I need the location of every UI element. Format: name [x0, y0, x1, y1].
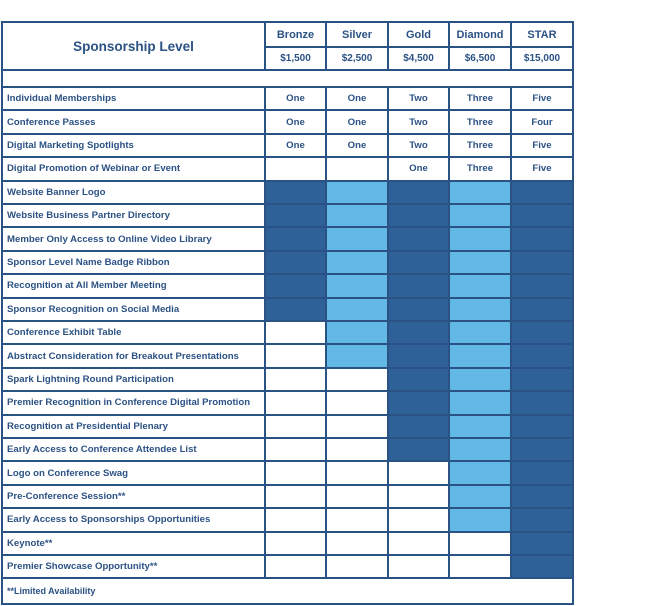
grid-line [2, 180, 573, 182]
benefit-fill-gold [389, 322, 449, 344]
grid-line [2, 390, 573, 392]
value-cell-star: Four [531, 116, 553, 128]
grid-line [448, 22, 450, 70]
value-cell-silver: One [347, 139, 367, 151]
benefit-fill-silver [327, 275, 388, 297]
value-cell-star: Five [532, 163, 552, 175]
benefit-fill-gold [389, 275, 449, 297]
row-label: Abstract Consideration for Breakout Presentations [7, 350, 239, 362]
benefit-fill-star [512, 509, 573, 531]
grid-line [2, 367, 573, 369]
grid-line [264, 87, 266, 578]
benefit-fill-star [512, 533, 573, 555]
row-label: Sponsor Recognition on Social Media [7, 303, 180, 315]
benefit-fill-diamond [450, 462, 511, 484]
benefit-fill-gold [389, 416, 449, 438]
tier-price-gold: $4,500 [403, 53, 434, 64]
benefit-fill-diamond [450, 416, 511, 438]
grid-line [325, 22, 327, 70]
benefit-fill-star [512, 345, 573, 367]
grid-line [2, 531, 573, 533]
grid-line [325, 87, 327, 578]
row-label: Member Only Access to Online Video Library [7, 233, 212, 245]
benefit-fill-diamond [450, 486, 511, 508]
benefit-fill-silver [327, 182, 388, 204]
benefit-fill-silver [327, 252, 388, 274]
benefit-fill-bronze [266, 252, 326, 274]
grid-line [2, 86, 573, 88]
row-label: Digital Promotion of Webinar or Event [7, 163, 181, 175]
grid-line [510, 22, 512, 70]
benefit-fill-diamond [450, 345, 511, 367]
benefit-fill-gold [389, 439, 449, 461]
benefit-fill-diamond [450, 369, 511, 391]
tier-name-star: STAR [527, 28, 557, 41]
value-cell-bronze: One [286, 139, 305, 151]
benefit-fill-star [512, 556, 573, 578]
benefit-fill-diamond [450, 182, 511, 204]
value-cell-star: Five [532, 139, 552, 151]
tier-price-silver: $2,500 [341, 53, 373, 64]
value-cell-diamond: Three [466, 116, 494, 128]
grid-line [510, 87, 512, 578]
grid-line [2, 226, 573, 228]
value-cell-bronze: One [286, 116, 305, 128]
benefit-fill-silver [327, 322, 388, 344]
value-cell-silver: One [347, 93, 367, 105]
row-label: Digital Marketing Spotlights [7, 139, 134, 151]
grid-line [2, 133, 573, 135]
grid-line [2, 109, 573, 111]
value-cell-gold: Two [409, 93, 428, 105]
grid-line [2, 554, 573, 556]
row-label: Premier Showcase Opportunity** [7, 561, 158, 573]
benefit-fill-diamond [450, 252, 511, 274]
grid-line [2, 273, 573, 275]
value-cell-gold: One [409, 163, 428, 175]
row-label: Website Banner Logo [7, 186, 106, 198]
benefit-fill-star [512, 205, 573, 227]
grid-line [2, 460, 573, 462]
value-cell-silver [326, 157, 388, 180]
benefit-fill-star [512, 275, 573, 297]
benefit-fill-gold [389, 392, 449, 414]
benefit-fill-star [512, 486, 573, 508]
table-title: Sponsorship Level [73, 38, 194, 54]
value-cell-star: Five [532, 93, 552, 105]
benefit-fill-diamond [450, 205, 511, 227]
benefit-fill-diamond [450, 275, 511, 297]
table-right-border [572, 21, 574, 605]
table-top-border [2, 21, 573, 23]
value-cell-bronze: One [286, 93, 305, 105]
grid-line [2, 507, 573, 509]
benefit-fill-diamond [450, 509, 511, 531]
table-left-border [1, 21, 3, 605]
row-label: Early Access to Conference Attendee List [7, 444, 197, 456]
benefit-fill-star [512, 369, 573, 391]
value-cell-silver: One [347, 116, 367, 128]
benefit-fill-diamond [450, 439, 511, 461]
benefit-fill-bronze [266, 299, 326, 321]
benefit-fill-bronze [266, 182, 326, 204]
grid-line [2, 577, 573, 579]
benefit-fill-star [512, 182, 573, 204]
row-label: Recognition at All Member Meeting [7, 280, 167, 292]
benefit-fill-silver [327, 228, 388, 250]
grid-line [265, 46, 573, 48]
tier-name-silver: Silver [342, 28, 372, 41]
value-cell-diamond: Three [466, 93, 494, 105]
grid-line [2, 203, 573, 205]
grid-line [2, 414, 573, 416]
tier-price-diamond: $6,500 [464, 53, 496, 64]
row-label: Keynote** [7, 537, 53, 549]
benefit-fill-star [512, 462, 573, 484]
tier-price-bronze: $1,500 [280, 53, 311, 64]
benefit-fill-gold [389, 182, 449, 204]
benefit-fill-diamond [450, 228, 511, 250]
benefit-fill-bronze [266, 228, 326, 250]
row-label: Early Access to Sponsorships Opportunities [7, 514, 211, 526]
grid-line [2, 484, 573, 486]
tier-price-star: $15,000 [523, 53, 561, 64]
row-label: Conference Exhibit Table [7, 327, 122, 339]
benefit-fill-diamond [450, 322, 511, 344]
benefit-fill-star [512, 252, 573, 274]
benefit-fill-star [512, 228, 573, 250]
row-label: Recognition at Presidential Plenary [7, 420, 169, 432]
benefit-fill-silver [327, 345, 388, 367]
grid-line [2, 297, 573, 299]
benefit-fill-star [512, 392, 573, 414]
row-label: Individual Memberships [7, 93, 117, 105]
row-label: Pre-Conference Session** [7, 490, 126, 502]
value-cell-diamond: Three [466, 139, 494, 151]
grid-line [2, 156, 573, 158]
row-label: Logo on Conference Swag [7, 467, 128, 479]
row-label: Sponsor Level Name Badge Ribbon [7, 256, 170, 268]
grid-line [2, 437, 573, 439]
table-bottom-border [2, 603, 573, 605]
benefit-fill-gold [389, 205, 449, 227]
benefit-fill-star [512, 439, 573, 461]
benefit-fill-gold [389, 369, 449, 391]
benefit-fill-gold [389, 252, 449, 274]
benefit-fill-gold [389, 299, 449, 321]
footnote: **Limited Availability [7, 586, 96, 597]
benefit-fill-silver [327, 299, 388, 321]
tier-name-gold: Gold [405, 28, 432, 41]
benefit-fill-star [512, 416, 573, 438]
grid-line [2, 343, 573, 345]
grid-line [387, 87, 389, 578]
benefit-fill-silver [327, 205, 388, 227]
benefit-fill-diamond [450, 392, 511, 414]
benefit-fill-bronze [266, 275, 326, 297]
value-cell-gold: Two [409, 139, 428, 151]
value-cell-bronze [265, 157, 326, 180]
benefit-fill-gold [389, 228, 449, 250]
benefit-fill-bronze [266, 205, 326, 227]
grid-line [387, 22, 389, 70]
grid-line [2, 69, 573, 71]
benefit-fill-diamond [450, 299, 511, 321]
row-label: Spark Lightning Round Participation [7, 373, 174, 385]
tier-name-diamond: Diamond [456, 28, 504, 41]
grid-line [448, 87, 450, 578]
tier-name-bronze: Bronze [276, 28, 315, 41]
row-label: Conference Passes [7, 116, 96, 128]
value-cell-diamond: Three [466, 163, 494, 175]
benefit-fill-star [512, 322, 573, 344]
grid-line [2, 320, 573, 322]
row-label: Website Business Partner Directory [7, 210, 170, 222]
row-label: Premier Recognition in Conference Digital Promotion [7, 397, 251, 409]
benefit-fill-gold [389, 345, 449, 367]
grid-line [264, 22, 266, 70]
value-cell-gold: Two [409, 116, 428, 128]
benefit-fill-star [512, 299, 573, 321]
grid-line [2, 250, 573, 252]
